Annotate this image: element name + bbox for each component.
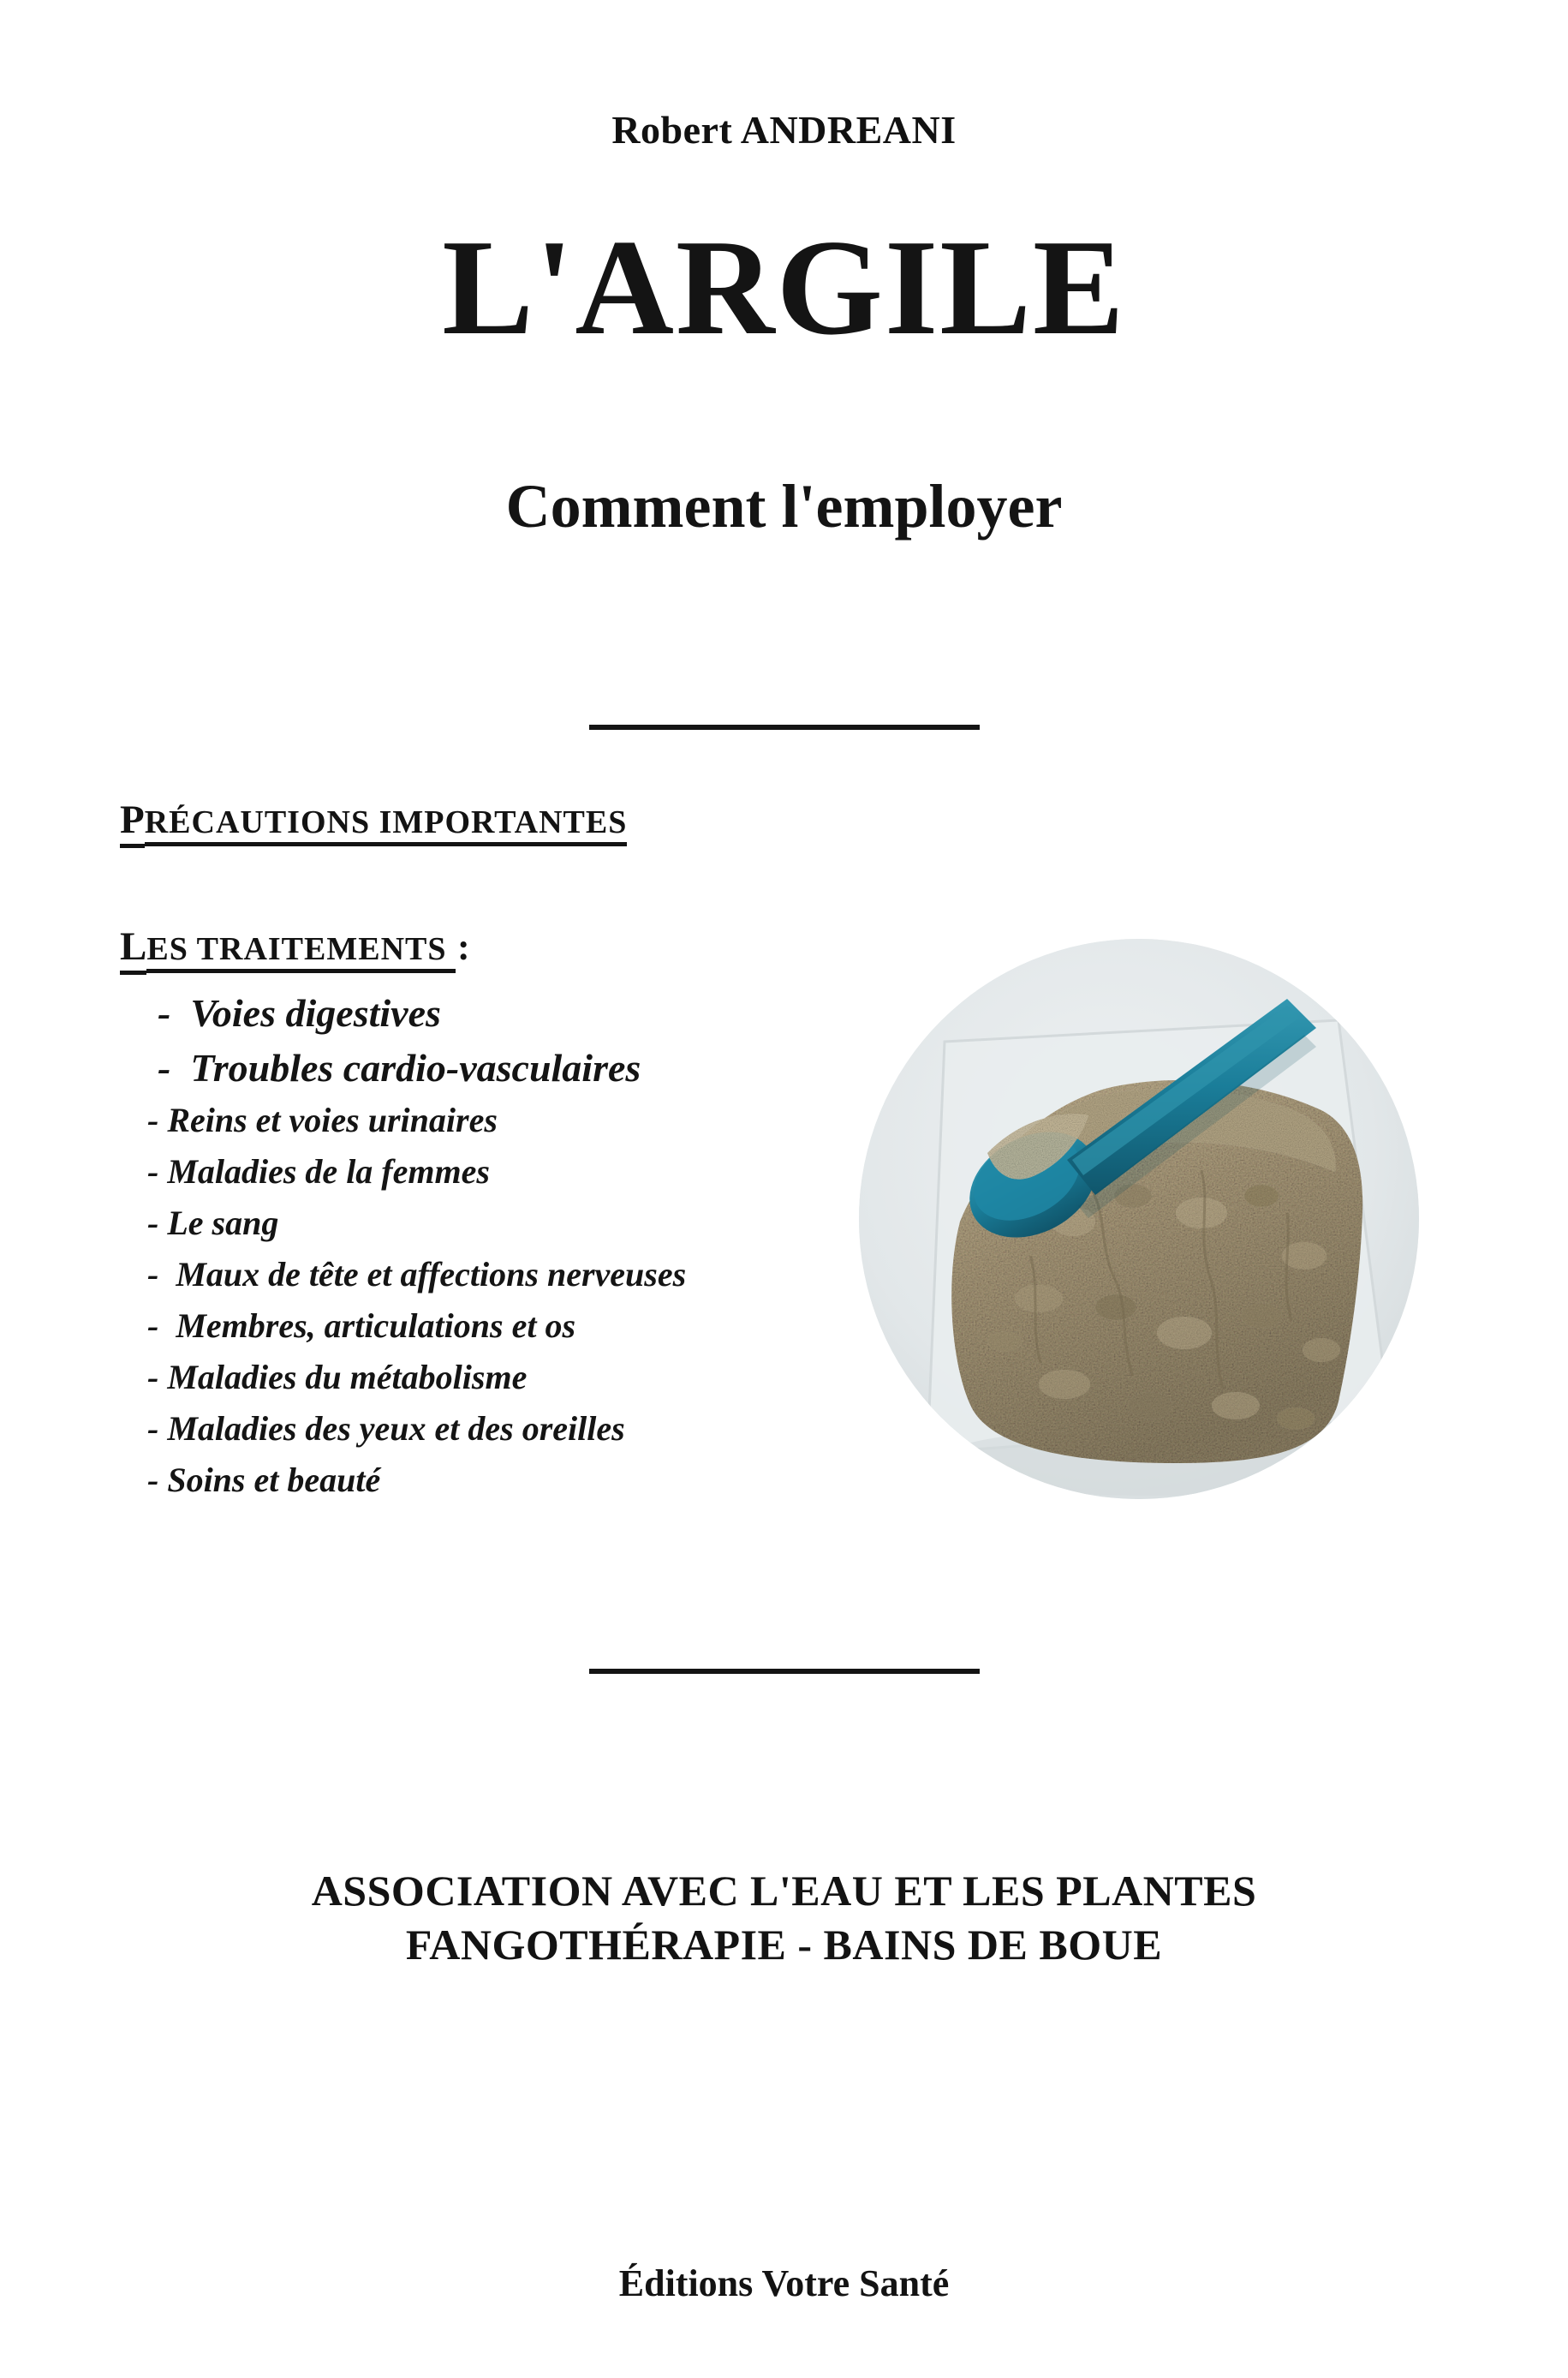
heading-traitements-initial: L (120, 924, 146, 975)
treatment-item: - Voies digestives (158, 991, 441, 1035)
divider-bottom (589, 1669, 980, 1674)
heading-precautions-importantes (120, 797, 627, 843)
clay-photo-illustration (859, 939, 1419, 1499)
caption-line-1: ASSOCIATION AVEC L'EAU ET LES PLANTES (311, 1867, 1257, 1915)
author-name: Robert ANDREANI (611, 108, 957, 152)
treatment-item: - Troubles cardio-vasculaires (158, 1046, 641, 1090)
treatment-item: - Le sang (147, 1204, 279, 1242)
book-title: L'ARGILE (442, 211, 1126, 363)
treatment-item: - Maux de tête et affections nerveuses (147, 1255, 687, 1294)
book-subtitle: Comment l'employer (505, 472, 1063, 541)
treatment-item: - Maladies de la femmes (147, 1152, 490, 1191)
cover-caption-block (0, 1864, 1568, 1971)
treatment-item: - Maladies des yeux et des oreilles (147, 1409, 625, 1448)
treatment-item: - Reins et voies urinaires (147, 1101, 498, 1139)
clay-powder-photo (859, 939, 1419, 1499)
divider-top (589, 725, 980, 730)
caption-line-2: FANGOTHÉRAPIE - BAINS DE BOUE (405, 1920, 1163, 1969)
treatment-item: - Maladies du métabolisme (147, 1358, 528, 1396)
publisher-name: Éditions Votre Santé (618, 2262, 950, 2304)
heading-les-traitements (120, 923, 470, 970)
heading-traitements-colon: : (457, 926, 470, 968)
treatments-list (147, 991, 918, 1515)
treatment-item: - Soins et beauté (147, 1461, 381, 1499)
heading-precautions-rest: RÉCAUTIONS IMPORTANTES (145, 804, 628, 846)
heading-precautions-initial: P (120, 798, 145, 848)
heading-traitements-rest: ES TRAITEMENTS (146, 931, 456, 973)
treatment-item: - Membres, articulations et os (147, 1306, 576, 1345)
